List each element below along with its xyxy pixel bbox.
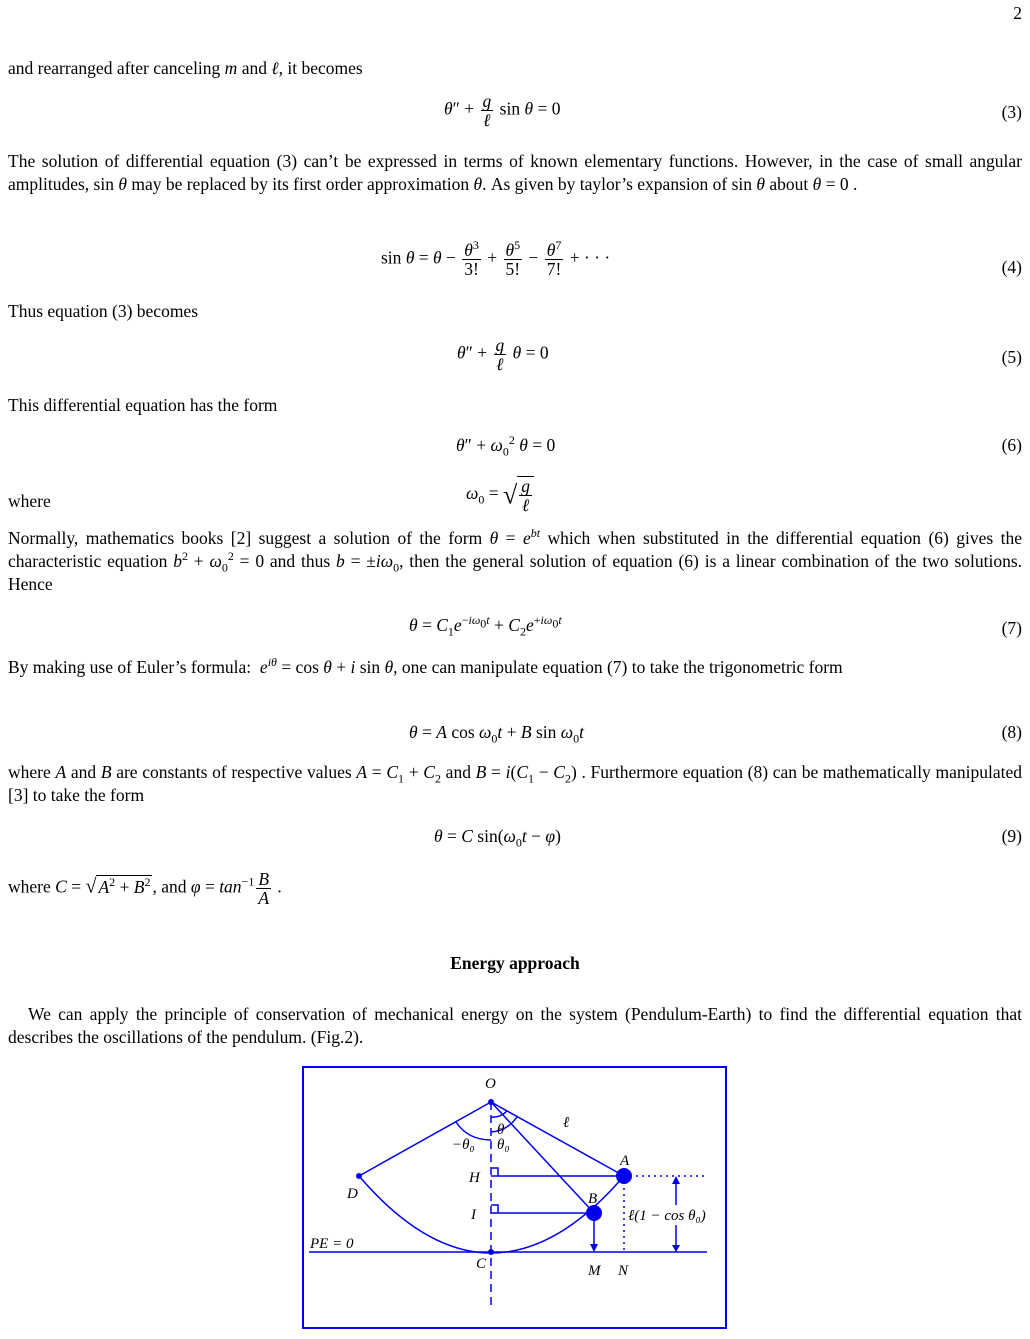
paragraph-4: Normally, mathematics books [2] suggest a solution of the form $\theta = e^{bt}$ which when substituted in the differential equation (6) gives the characteristic equation $b^2 + \omega_0^2 = 0$ and thus $b = \pm i\omega_0$, then the general solution of equation (6) is a linear combination of the two solutions. Hence [8, 526, 1023, 594]
figure-frame [303, 1067, 726, 1328]
label-minus-theta0: −θ₀ [452, 1137, 475, 1153]
equation-3-body: θ″ + $\frac{g}{\text{ℓ}}$ sin θ = 0 [444, 91, 561, 130]
label-d: D [347, 1186, 358, 1202]
equation-4-body: sin θ = θ − $\frac{\theta^3}{3!}$ + $\frac{\theta^5}{5!}$ − $\frac{\theta^7}{7!}$ + · · · [381, 238, 611, 279]
paragraph-7: where C = √ $A^2 + B^2$ , and $\varphi = \tan^{-1}$ $\frac{B}{A}$ . [8, 869, 282, 908]
paragraph-2: Thus equation (3) becomes [8, 301, 199, 321]
arrowhead-up [672, 1176, 680, 1184]
string-to-a [491, 1102, 624, 1176]
label-b: B [588, 1191, 598, 1207]
label-m: M [588, 1263, 601, 1279]
label-c: C [476, 1256, 487, 1272]
equation-3-number: (3) [1001, 102, 1022, 122]
paragraph-8: We can apply the principle of conservation of mechanical energy on the system (Pendulum-Earth) to find the differential equation that describes the oscillations of the pendulum. (Fig.2). [8, 1004, 1022, 1047]
bob-a [616, 1168, 632, 1184]
label-ell: ℓ [563, 1115, 570, 1131]
arrowhead-m [590, 1244, 598, 1252]
page-number: 2 [1013, 3, 1022, 23]
label-theta0: θ₀ [497, 1137, 510, 1153]
equation-9-number: (9) [1001, 826, 1022, 846]
right-angle-i [491, 1205, 498, 1213]
label-a: A [620, 1153, 630, 1169]
where-label: where [8, 491, 51, 511]
label-height: ℓ(1 − cos θ₀) [628, 1208, 706, 1224]
paragraph-5: By making use of Euler’s formula: $e^{i\theta} = \cos \theta + i$ sin θ, one can manipulate equation (7) to take the trigonometric form [8, 655, 843, 677]
equation-8-body: θ = A $\cos \omega_0t + B$ $\sin \omega_0t$ [409, 722, 584, 746]
equation-7-body: $\theta = C_1e^{-i\omega_0t} + C_2e^{+i\omega_0t}$ [409, 613, 562, 639]
point-c [488, 1249, 494, 1255]
label-theta: θ [497, 1122, 505, 1138]
omega-definition: $\omega_0$ = √ $\frac{g}{\text{ℓ}}$ [466, 476, 534, 514]
equation-8-number: (8) [1001, 722, 1022, 742]
equation-7-number: (7) [1001, 618, 1022, 638]
equation-4-number: (4) [1001, 257, 1022, 277]
equation-5-body: θ″ + $\frac{g}{\text{ℓ}}$ θ = 0 [457, 335, 549, 374]
paragraph-intro: and rearranged after canceling m and ℓ, it becomes [8, 58, 363, 78]
equation-9-body: θ = C $\sin(\omega_0t - \varphi)$ [434, 826, 561, 850]
label-o: O [485, 1076, 496, 1092]
bob-b [586, 1205, 602, 1221]
equation-6-body: $\theta'' + \omega_0^2$ θ = 0 [456, 433, 556, 459]
label-h: H [469, 1170, 480, 1186]
paragraph-1: The solution of differential equation (3) can’t be expressed in terms of known elementary functions. However, in the case of small angular amplitudes, sin θ may be replaced by its first order approximation θ. As given by taylor’s expansion of sin θ about θ = 0 . [8, 151, 1022, 194]
equation-6-number: (6) [1001, 435, 1022, 455]
label-pe: PE = 0 [310, 1236, 354, 1252]
paragraph-6: where A and B are constants of respective values $A = C_1 + C_2$ and $B = i(C_1 - C_2)$ . Furthermore equation (8) can be mathematically manipulated [3] to take the form [8, 762, 1023, 805]
label-i: I [471, 1207, 476, 1223]
arrowhead-down [672, 1245, 680, 1252]
label-n: N [618, 1263, 629, 1279]
point-d [356, 1173, 362, 1179]
equation-5-number: (5) [1001, 347, 1022, 367]
right-angle-h [491, 1168, 498, 1176]
paragraph-3: This differential equation has the form [8, 395, 278, 415]
string-to-b [491, 1102, 594, 1213]
section-title: Energy approach [450, 953, 580, 973]
pivot-o [488, 1099, 494, 1105]
